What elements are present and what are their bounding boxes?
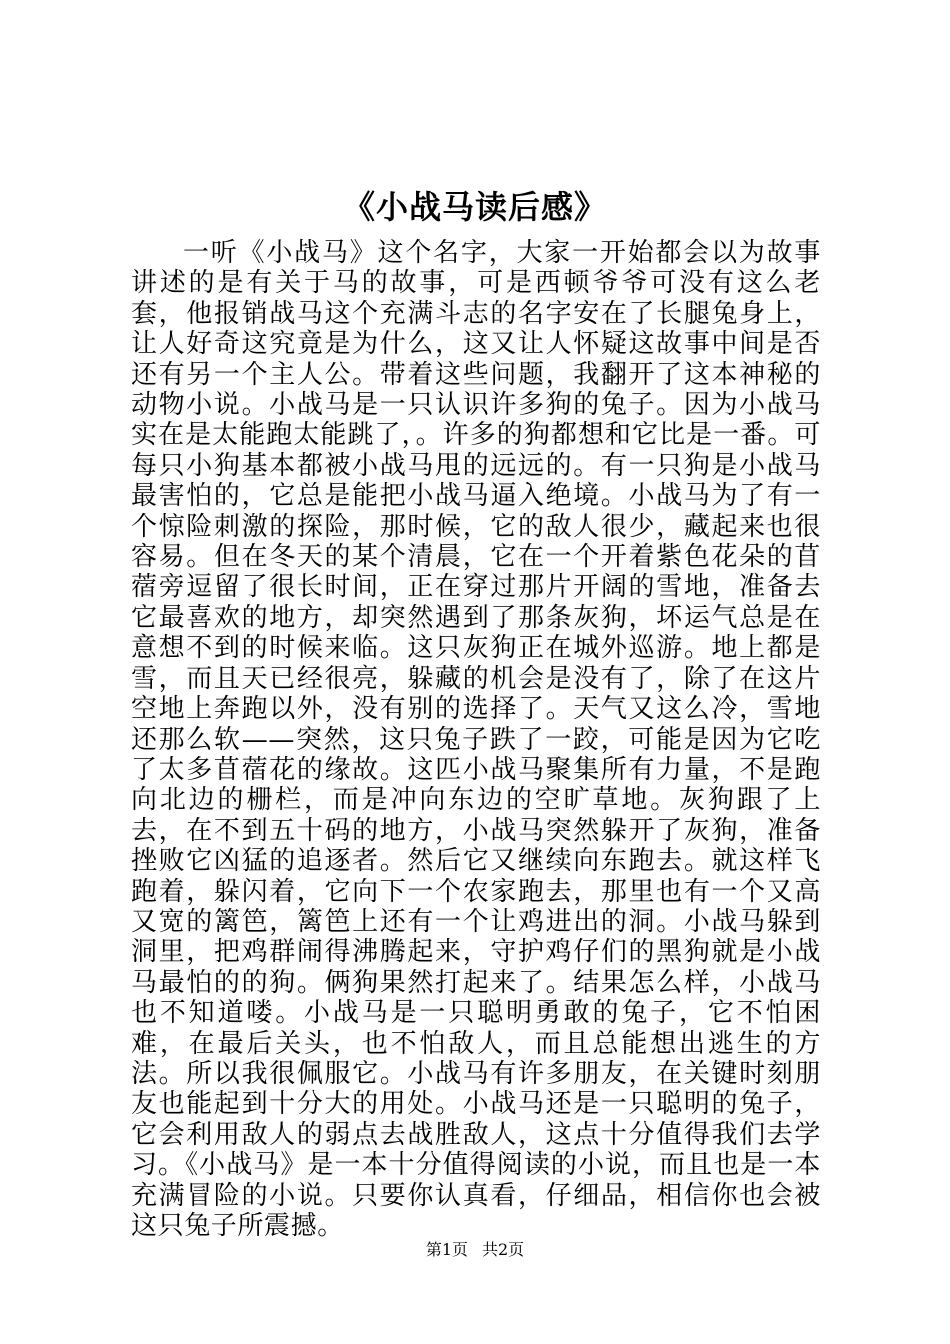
page-number-current: 第1页: [425, 1240, 468, 1259]
document-body-paragraph: 一听《小战马》这个名字，大家一开始都会以为故事讲述的是有关于马的故事，可是西顿爷爷可没有这么老套，他报销战马这个充满斗志的名字安在了长腿兔身上，让人好奇这究竟是为什么，这又让人怀疑这故事中间是否还有另一个主人公。带着这些问题，我翻开了这本神秘的动物小说。小战马是一只认识许多狗的兔子。因为小战马实在是太能跑太能跳了，。许多的狗都想和它比是一番。可每只小狗基本都被小战马甩的远远的。有一只狗是小战马最害怕的，它总是能把小战马逼入绝境。小战马为了有一个惊险刺激的探险，那时候，它的敌人很少，藏起来也很容易。但在冬天的某个清晨，它在一个开着紫色花朵的苜蓿旁逗留了很长时间，正在穿过那片开阔的雪地，准备去它最喜欢的地方，却突然遇到了那条灰狗，坏运气总是在意想不到的时候来临。这只灰狗正在城外巡游。地上都是雪，而且天已经很亮，躲藏的机会是没有了，除了在这片空地上奔跑以外，没有别的选择了。天气又这么冷，雪地还那么软——突然，这只兔子跌了一跤，可能是因为它吃了太多苜蓿花的缘故。这匹小战马聚集所有力量，不是跑向北边的栅栏，而是冲向东边的空旷草地。灰狗跟了上去，在不到五十码的地方，小战马突然躲开了灰狗，准备挫败它凶猛的追逐者。然后它又继续向东跑去。就这样飞跑着，躲闪着，它向下一个农家跑去，那里也有一个又高又宽的篱笆，篱笆上还有一个让鸡进出的洞。小战马躲到洞里，把鸡群闹得沸腾起来，守护鸡仔们的黑狗就是小战马最怕的的狗。俩狗果然打起来了。结果怎么样，小战马也不知道喽。小战马是一只聪明勇敢的兔子，它不怕困难，在最后关头，也不怕敌人，而且总能想出逃生的方法。所以我很佩服它。小战马有许多朋友，在关键时刻朋友也能起到十分大的用处。小战马还是一只聪明的兔子，它会利用敌人的弱点去战胜敌人，这点十分值得我们去学习。《小战马》是一本十分值得阅读的小说，而且也是一本充满冒险的小说。只要你认真看，仔细品，相信你也会被这只兔子所震撼。: [131, 238, 821, 1241]
document-title: 《小战马读后感》: [342, 188, 607, 226]
page-number-total: 共2页: [482, 1240, 525, 1259]
page-footer: [0, 1239, 950, 1261]
